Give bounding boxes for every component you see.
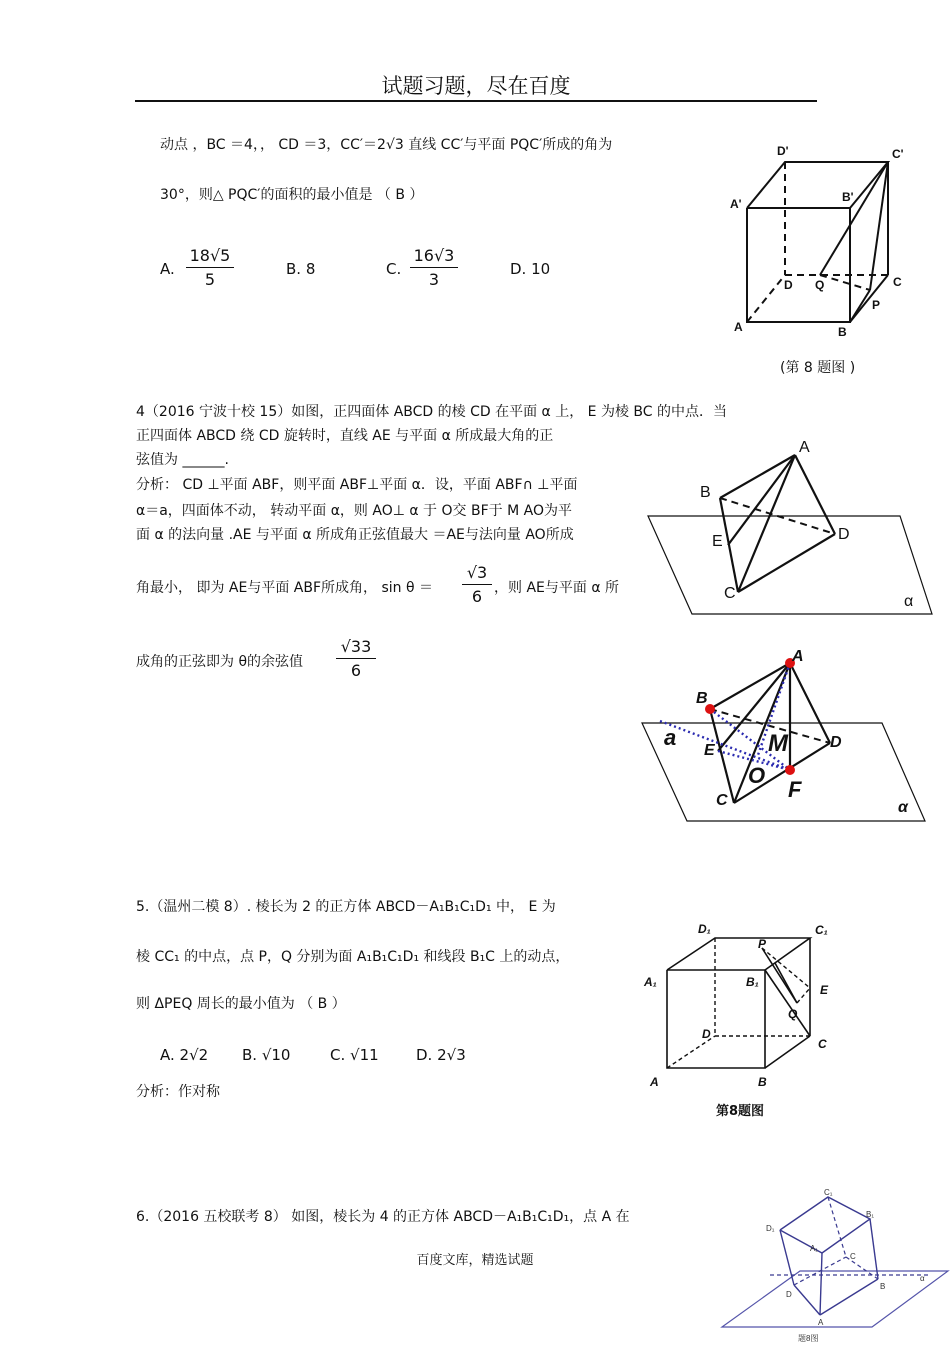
q6-label-b1: B₁ (866, 1210, 875, 1219)
q4-fig2-label-a: A (792, 648, 804, 665)
q4-fig2-label-f: F (788, 777, 802, 802)
q6-label-a: A (818, 1318, 824, 1327)
q3-option-c-numerator: 16√3 (410, 246, 458, 268)
q4-fig2-label-m: M (768, 730, 788, 757)
q3-line1: 动点 ，BC ＝4，， CD ＝3，CC′＝2√3 直线 CC′与平面 PQC′所成的角为 (160, 137, 613, 153)
q6-line1: 6.（2016 五校联考 8） 如图，棱长为 4 的正方体 ABCD－A₁B₁C₁D₁，点 A 在 (136, 1209, 630, 1225)
q5-label-e: E (820, 983, 829, 997)
q3-label-d1: D' (777, 144, 789, 158)
q4-fig1-label-b: B (700, 484, 711, 501)
q5-label-c: C (818, 1037, 827, 1051)
q3-cube-figure (720, 140, 920, 350)
q4-line2: 正四面体 ABCD 绕 CD 旋转时，直线 AE 与平面 α 所成最大角的正 (136, 428, 554, 444)
q3-option-b: B. 8 (286, 260, 316, 278)
q3-option-a-fraction (186, 246, 234, 289)
q5-line3: 则 ΔPEQ 周长的最小值为 （ B ） (136, 996, 346, 1012)
q5-label-b: B (758, 1075, 767, 1089)
q4-analysis-line4-tail: ，则 AE与平面 α 所 (494, 580, 620, 596)
q5-label-a1: A₁ (644, 975, 657, 989)
page-footer: 百度文库，精选试题 (416, 1253, 534, 1268)
q3-label-p: P (872, 298, 881, 312)
q6-label-a1: A₁ (810, 1244, 819, 1253)
q4-analysis-line5: 成角的正弦即为 θ的余弦值 (136, 654, 304, 670)
q3-label-b: B (838, 325, 847, 339)
q4-line3: 弦值为 ______. (136, 452, 229, 468)
q5-label-d1: D₁ (698, 922, 711, 936)
q4-cos-numerator: √33 (336, 637, 376, 659)
q3-option-c-label: C. (386, 260, 402, 278)
q4-analysis-line1: 分析： CD ⊥平面 ABF，则平面 ABF⊥平面 α．设，平面 ABF∩ ⊥平面 (136, 477, 578, 493)
q5-label-a: A (650, 1075, 659, 1089)
q5-option-a: A. 2√2 (160, 1046, 209, 1064)
q4-fig1-label-c: C (724, 585, 736, 602)
q4-sin-fraction (462, 563, 492, 606)
q4-line1: 4（2016 宁波十校 15）如图，正四面体 ABCD 的棱 CD 在平面 α 上， E 为棱 BC 的中点．当 (136, 404, 728, 420)
q3-label-a1: A' (730, 197, 742, 211)
q4-fig1-label-a: A (799, 439, 810, 456)
q6-label-c1: C₁ (824, 1188, 833, 1197)
q5-option-c: C. √11 (330, 1046, 379, 1064)
q3-option-d: D. 10 (510, 260, 551, 278)
q4-fig1-label-e: E (712, 533, 723, 550)
q4-sin-denominator: 6 (471, 587, 483, 606)
q3-option-c-fraction (410, 246, 458, 289)
q5-label-b1: B₁ (746, 975, 759, 989)
q4-fig2-label-e: E (704, 742, 715, 759)
q5-line2: 棱 CC₁ 的中点，点 P，Q 分别为面 A₁B₁C₁D₁ 和线段 B₁C 上的动点， (136, 949, 570, 965)
q3-option-a-label: A. (160, 260, 175, 278)
q3-option-a-denominator: 5 (204, 270, 216, 289)
q5-analysis: 分析：作对称 (136, 1084, 220, 1100)
q6-label-b: B (880, 1282, 886, 1291)
q3-figure-caption: (第 8 题图 ) (780, 360, 856, 376)
q4-analysis-line4: 角最小， 即为 AE与平面 ABF所成角， sin θ ＝ (136, 580, 433, 596)
q3-label-b1: B' (842, 190, 854, 204)
q5-label-q: Q (788, 1007, 798, 1021)
q6-label-d1: D₁ (766, 1224, 775, 1233)
q4-fig2-label-b: B (696, 690, 708, 707)
q4-fig2-label-o: O (748, 763, 766, 788)
q5-cube-figure (640, 918, 840, 1108)
q4-cos-fraction (336, 637, 376, 680)
q5-option-d: D. 2√3 (416, 1046, 466, 1064)
q4-fig1-label-d: D (838, 526, 850, 543)
q4-fig2-label-c: C (716, 792, 728, 809)
q4-fig2-label-a-line: a (664, 725, 677, 750)
q4-analysis-line2: α＝a，四面体不动， 转动平面 α，则 AO⊥ α 于 O交 BF于 M AO为平 (136, 503, 572, 519)
q3-option-a-numerator: 18√5 (186, 246, 234, 268)
header-rule (135, 100, 817, 102)
q3-option-c-denominator: 3 (428, 270, 440, 289)
q4-tetrahedron-figure (640, 430, 940, 620)
q6-label-alpha: α (920, 1274, 925, 1283)
q4-point-f-dot (785, 765, 795, 775)
q4-fig2-label-alpha: α (898, 799, 908, 816)
q3-label-d: D (784, 278, 793, 292)
q4-cos-denominator: 6 (350, 661, 362, 680)
q5-label-d: D (702, 1027, 711, 1041)
q3-line2: 30°，则△ PQC′的面积的最小值是 （ B ） (160, 187, 424, 203)
q6-label-d: D (786, 1290, 792, 1299)
q4-auxiliary-figure (640, 645, 940, 830)
q4-fig1-label-alpha: α (904, 593, 914, 610)
q4-sin-numerator: √3 (462, 563, 492, 585)
q3-label-c1: C' (892, 147, 904, 161)
q4-analysis-line3: 面 α 的法向量 .AE 与平面 α 所成角正弦值最大 ＝AE与法向量 AO所成 (136, 527, 574, 543)
q5-figure-caption: 第8题图 (716, 1104, 765, 1119)
page-header-title: 试题习题，尽在百度 (381, 74, 571, 98)
q4-fig2-label-d: D (830, 734, 842, 751)
q6-label-c: C (850, 1252, 856, 1261)
q6-figure-caption: 题8图 (798, 1334, 819, 1343)
q3-label-a: A (734, 320, 743, 334)
q3-label-c: C (893, 275, 902, 289)
q5-label-c1: C₁ (815, 923, 828, 937)
q3-label-q: Q (815, 278, 825, 292)
q5-label-p: P (758, 937, 767, 951)
q5-line1: 5.（温州二模 8）. 棱长为 2 的正方体 ABCD－A₁B₁C₁D₁ 中， E 为 (136, 899, 556, 915)
q5-option-b: B. √10 (242, 1046, 291, 1064)
